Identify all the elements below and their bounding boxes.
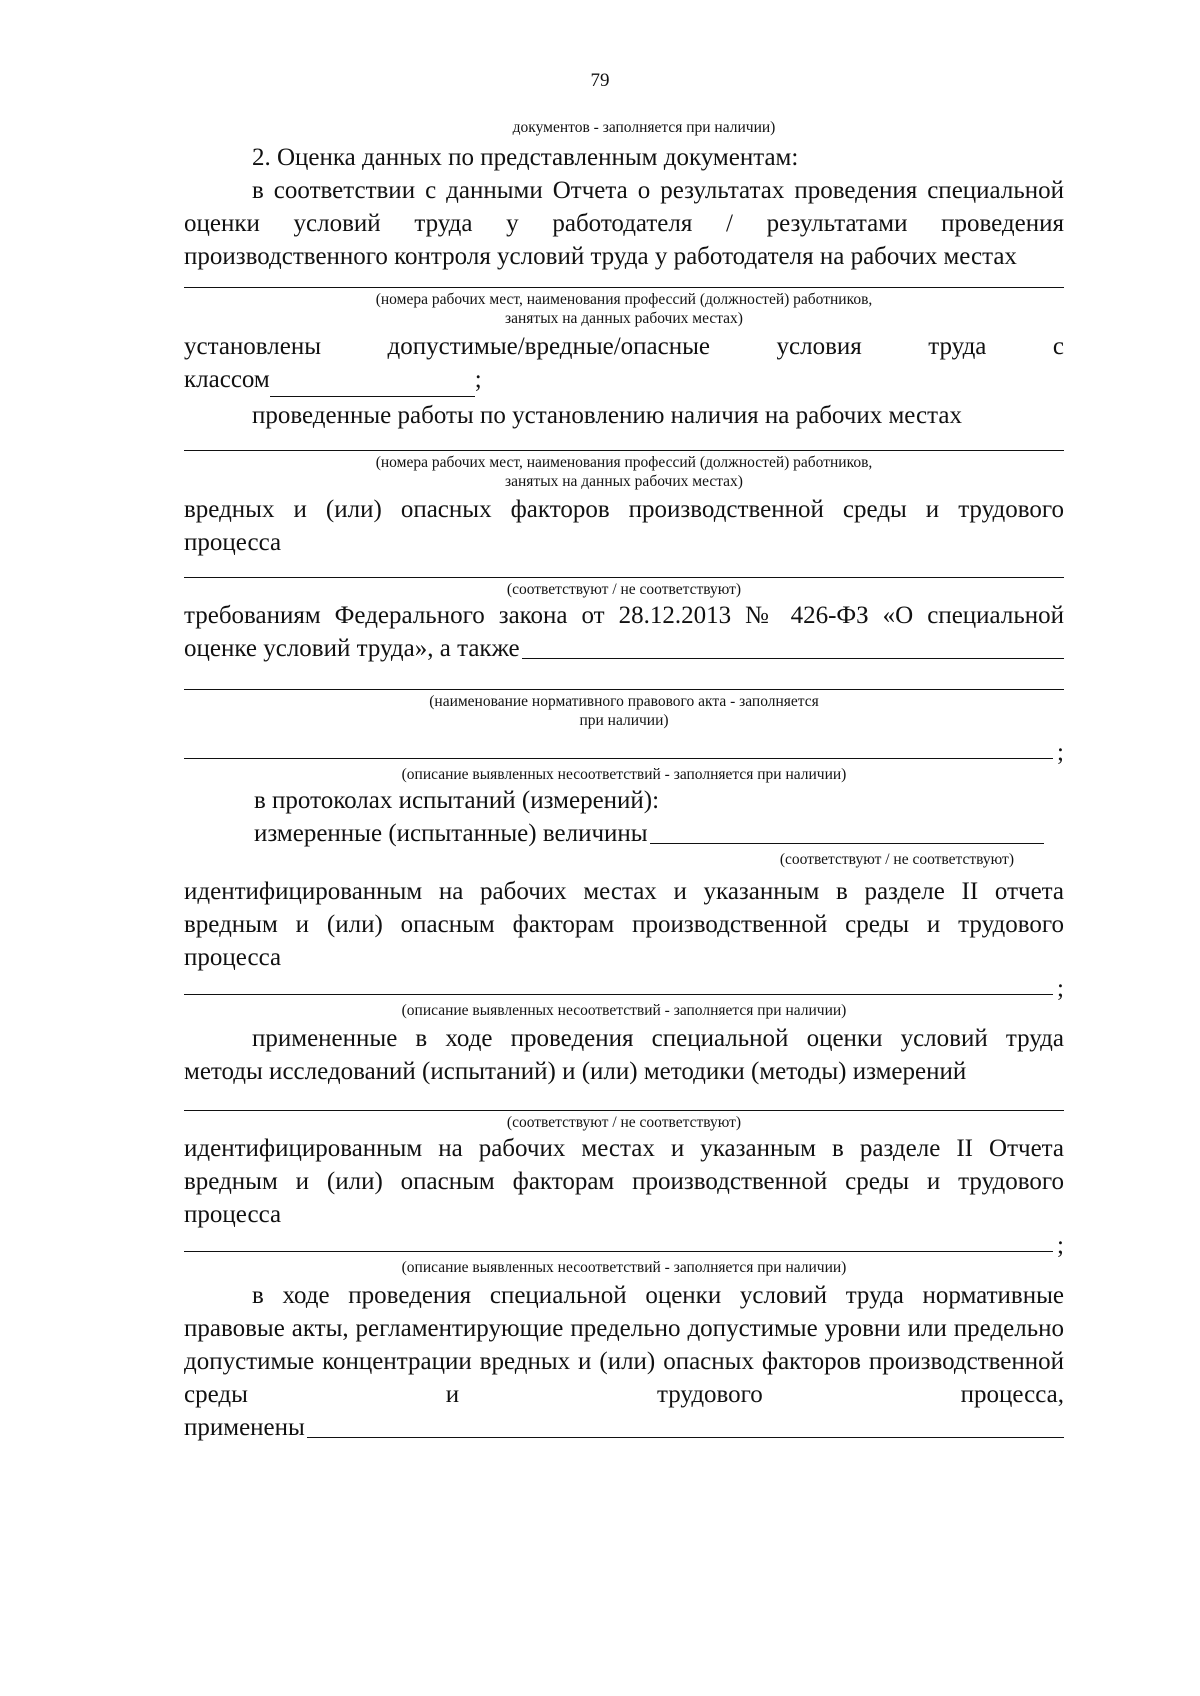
paragraph-class-line: [184, 363, 1064, 397]
caption-documents: документов - заполняется при наличии): [512, 119, 776, 136]
paragraph-normative-acts: в ходе проведения специальной оценки условий труда нормативные правовые акты, регламентирующие предельно допустимые уровни или предельно допустимые концентрации вредных и (или) опасных факторов производственной среды и трудового процесса,: [184, 1282, 1064, 1408]
blank-line-workplaces-2[interactable]: [184, 450, 1064, 451]
mismatch-blank-2[interactable]: [184, 970, 1053, 995]
paragraph-works-done: проведенные работы по установлению наличия на рабочих местах: [252, 402, 962, 429]
mismatch-blank-1[interactable]: [184, 734, 1053, 759]
paragraph-measured-values: [254, 817, 1064, 850]
document-body: [184, 118, 1064, 1444]
caption-conform-2: (соответствуют / не соответствуют): [779, 851, 1014, 868]
caption-mismatch-3: (описание выявленных несоответствий - заполняется при наличии): [401, 1259, 847, 1276]
mismatch-blank-3[interactable]: [184, 1227, 1053, 1252]
page-number: 79: [590, 70, 610, 91]
paragraph-protocols: в протоколах испытаний (измерений):: [254, 787, 660, 814]
semicolon-class: ;: [474, 366, 482, 393]
caption-workplaces-1b: занятых на данных рабочих местах): [505, 310, 743, 327]
section-heading: 2. Оценка данных по представленным документам:: [252, 144, 799, 171]
also-blank[interactable]: [522, 634, 1064, 659]
caption-workplaces-2a: (номера рабочих мест, наименования профессий (должностей) работников,: [375, 454, 873, 471]
class-blank[interactable]: [270, 363, 475, 397]
caption-conform-3: (соответствуют / не соответствуют): [506, 1114, 742, 1131]
mismatch-line-2: [184, 970, 1064, 1001]
paragraph-applied-line: [184, 1411, 1064, 1444]
class-label: классом: [184, 366, 270, 393]
caption-workplaces-2b: занятых на данных рабочих местах): [505, 473, 743, 490]
paragraph-harmful-factors: вредных и (или) опасных факторов производственной среды и трудового процесса: [184, 496, 1064, 556]
caption-conform-1: (соответствуют / не соответствуют): [506, 581, 742, 598]
semicolon-mismatch-3: ;: [1057, 1232, 1064, 1259]
caption-act-b: при наличии): [579, 712, 669, 729]
caption-mismatch-2: (описание выявленных несоответствий - заполняется при наличии): [401, 1002, 847, 1019]
caption-act-a: (наименование нормативного правового акта - заполняется: [429, 693, 819, 710]
mismatch-line-1: [184, 734, 1064, 765]
blank-line-workplaces-1[interactable]: [184, 287, 1064, 288]
measured-blank[interactable]: [650, 819, 1044, 844]
semicolon-mismatch-2: ;: [1057, 975, 1064, 1002]
applied-label: применены: [184, 1414, 305, 1441]
paragraph-also-line: [184, 632, 1064, 665]
caption-mismatch-1: (описание выявленных несоответствий - заполняется при наличии): [401, 766, 847, 783]
paragraph-identified-1: идентифицированным на рабочих местах и указанным в разделе II отчета вредным и (или) опасным факторам производственной среды и трудового процесса: [184, 878, 1064, 971]
blank-line-act[interactable]: [184, 689, 1064, 690]
paragraph-methods: примененные в ходе проведения специальной оценки условий труда методы исследований (испытаний) и (или) методики (методы) измерений: [184, 1025, 1064, 1085]
mismatch-line-3: [184, 1227, 1064, 1258]
blank-line-conform-3[interactable]: [184, 1110, 1064, 1111]
also-label: оценке условий труда», а также: [184, 635, 520, 662]
paragraph-established: установлены допустимые/вредные/опасные условия труда с: [184, 333, 1064, 360]
blank-line-conform-1[interactable]: [184, 577, 1064, 578]
caption-workplaces-1a: (номера рабочих мест, наименования профессий (должностей) работников,: [375, 291, 873, 308]
paragraph-federal-law: требованиям Федерального закона от 28.12.2013 № 426-ФЗ «О специальной: [184, 602, 1064, 629]
semicolon-mismatch-1: ;: [1057, 739, 1064, 766]
measured-label: измеренные (испытанные) величины: [254, 820, 648, 847]
applied-blank[interactable]: [307, 1413, 1064, 1438]
paragraph-report-data: в соответствии с данными Отчета о результатах проведения специальной оценки условий труда у работодателя / результатами проведения производственного контроля условий труда у работодателя на рабочих местах: [184, 177, 1064, 270]
paragraph-identified-2: идентифицированным на рабочих местах и указанным в разделе II Отчета вредным и (или) опасным факторам производственной среды и трудового процесса: [184, 1135, 1064, 1228]
